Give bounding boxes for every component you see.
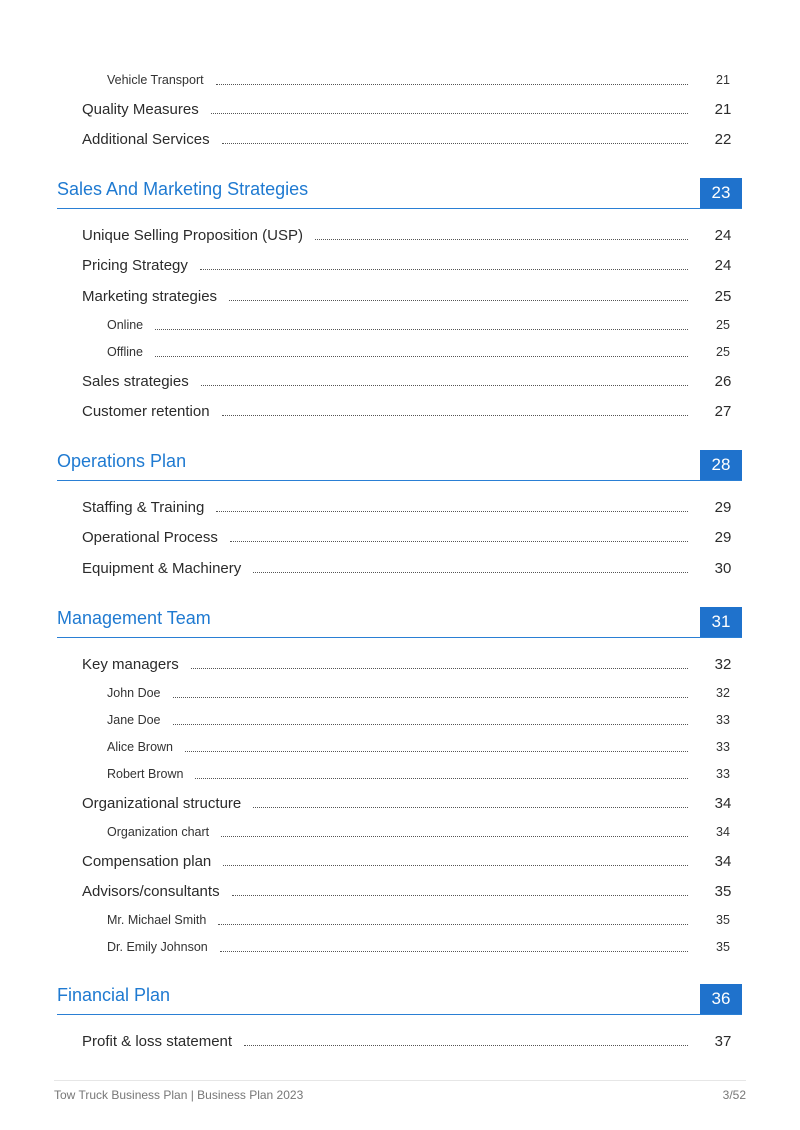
toc-subentry[interactable]	[0, 342, 800, 362]
toc-entry-title: Compensation plan	[82, 852, 212, 870]
toc-entry[interactable]	[0, 127, 800, 151]
toc-entry-page: 30	[714, 559, 732, 577]
toc-subentry[interactable]	[0, 822, 800, 842]
toc-entry-title: Jane Doe	[107, 713, 161, 727]
dot-leader	[253, 572, 688, 573]
toc-entry[interactable]	[0, 369, 800, 393]
toc-section-page-badge: 23	[700, 178, 742, 208]
toc-entry-title: Online	[107, 318, 144, 332]
toc-entry-page: 32	[714, 655, 732, 673]
toc-entry[interactable]	[0, 791, 800, 815]
toc-entry-title: Customer retention	[82, 402, 210, 420]
toc-entry-page: 25	[716, 318, 730, 332]
toc-entry-page: 25	[714, 287, 732, 305]
dot-leader	[201, 385, 688, 386]
toc-entry-page: 33	[716, 740, 730, 754]
toc-entry-title: Key managers	[82, 655, 179, 673]
toc-entry-page: 34	[714, 852, 732, 870]
toc-entry-page: 37	[714, 1032, 732, 1050]
toc-entry[interactable]	[0, 556, 800, 580]
toc-subentry[interactable]	[0, 910, 800, 930]
toc-entry-title: Equipment & Machinery	[82, 559, 242, 577]
toc-entry-page: 22	[714, 130, 732, 148]
toc-subentry[interactable]	[0, 683, 800, 703]
toc-section-heading[interactable]	[57, 983, 742, 1015]
toc-section-page-badge: 31	[700, 607, 742, 637]
toc-entry-title: Operational Process	[82, 528, 218, 546]
toc-entry-title: Mr. Michael Smith	[107, 913, 207, 927]
toc-entry-page: 24	[714, 256, 732, 274]
dot-leader	[155, 329, 688, 330]
toc-entry-title: Unique Selling Proposition (USP)	[82, 226, 303, 244]
toc-entry-title: Advisors/consultants	[82, 882, 220, 900]
toc-subentry[interactable]	[0, 315, 800, 335]
toc-section-title: Financial Plan	[57, 985, 171, 1005]
toc-entry-title: Staffing & Training	[82, 498, 205, 516]
toc-entry-title: Organization chart	[107, 825, 210, 839]
toc-entry[interactable]	[0, 879, 800, 903]
toc-entry-page: 24	[714, 226, 732, 244]
dot-leader	[173, 724, 688, 725]
toc-entry-page: 35	[716, 940, 730, 954]
dot-leader	[185, 751, 688, 752]
toc-entry-page: 21	[714, 100, 732, 118]
dot-leader	[216, 511, 688, 512]
toc-section-heading[interactable]	[57, 449, 742, 481]
toc-entry-title: Alice Brown	[107, 740, 173, 754]
dot-leader	[229, 300, 688, 301]
dot-leader	[191, 668, 688, 669]
toc-entry[interactable]	[0, 849, 800, 873]
footer-document-title: Tow Truck Business Plan | Business Plan 2023	[54, 1088, 304, 1102]
toc-entry-title: Organizational structure	[82, 794, 242, 812]
toc-entry[interactable]	[0, 253, 800, 277]
toc-entry-page: 32	[716, 686, 730, 700]
dot-leader	[222, 415, 688, 416]
footer-page-number: 3/52	[722, 1088, 746, 1102]
toc-subentry[interactable]	[0, 764, 800, 784]
toc-section-title: Sales And Marketing Strategies	[57, 179, 309, 199]
toc-entry-title: Sales strategies	[82, 372, 189, 390]
toc-entry-title: Profit & loss statement	[82, 1032, 233, 1050]
toc-section-page-badge: 36	[700, 984, 742, 1014]
dot-leader	[200, 269, 688, 270]
dot-leader	[222, 143, 688, 144]
toc-entry-page: 34	[716, 825, 730, 839]
dot-leader	[253, 807, 688, 808]
toc-entry[interactable]	[0, 652, 800, 676]
toc-entry[interactable]	[0, 495, 800, 519]
dot-leader	[211, 113, 688, 114]
toc-entry-title: Robert Brown	[107, 767, 184, 781]
dot-leader	[216, 84, 688, 85]
toc-entry-page: 35	[714, 882, 732, 900]
toc-entry-title: Quality Measures	[82, 100, 199, 118]
toc-entry-page: 21	[716, 73, 730, 87]
dot-leader	[315, 239, 688, 240]
toc-section-title: Management Team	[57, 608, 211, 628]
toc-entry-title: Dr. Emily Johnson	[107, 940, 208, 954]
toc-entry-title: John Doe	[107, 686, 161, 700]
toc-entry-page: 29	[714, 528, 732, 546]
toc-entry-title: Pricing Strategy	[82, 256, 188, 274]
toc-entry-page: 35	[716, 913, 730, 927]
toc-entry-title: Marketing strategies	[82, 287, 218, 305]
dot-leader	[220, 951, 688, 952]
toc-section-heading[interactable]	[57, 177, 742, 209]
page-footer	[54, 1080, 746, 1102]
dot-leader	[218, 924, 688, 925]
toc-entry-title: Offline	[107, 345, 143, 359]
toc-section-title: Operations Plan	[57, 451, 187, 471]
toc-section-heading[interactable]	[57, 606, 742, 638]
toc-entry[interactable]	[0, 399, 800, 423]
dot-leader	[221, 836, 688, 837]
dot-leader	[244, 1045, 688, 1046]
toc-entry-title: Vehicle Transport	[107, 73, 204, 87]
toc-entry-page: 29	[714, 498, 732, 516]
toc-entry-page: 25	[716, 345, 730, 359]
dot-leader	[230, 541, 688, 542]
toc-entry-page: 33	[716, 713, 730, 727]
dot-leader	[223, 865, 688, 866]
toc-entry[interactable]	[0, 97, 800, 121]
toc-entry[interactable]	[0, 223, 800, 247]
toc-entry-page: 34	[714, 794, 732, 812]
dot-leader	[232, 895, 688, 896]
toc-entry-page: 27	[714, 402, 732, 420]
toc-section-page-badge: 28	[700, 450, 742, 480]
dot-leader	[173, 697, 688, 698]
toc-entry[interactable]	[0, 1029, 800, 1053]
toc-subentry[interactable]	[0, 737, 800, 757]
toc-entry-page: 33	[716, 767, 730, 781]
dot-leader	[155, 356, 688, 357]
toc-entry[interactable]	[0, 525, 800, 549]
toc-entry[interactable]	[0, 284, 800, 308]
dot-leader	[195, 778, 688, 779]
toc-subentry[interactable]	[0, 710, 800, 730]
toc-entry-title: Additional Services	[82, 130, 210, 148]
toc-subentry[interactable]	[0, 70, 800, 90]
toc-subentry[interactable]	[0, 937, 800, 957]
toc-entry-page: 26	[714, 372, 732, 390]
